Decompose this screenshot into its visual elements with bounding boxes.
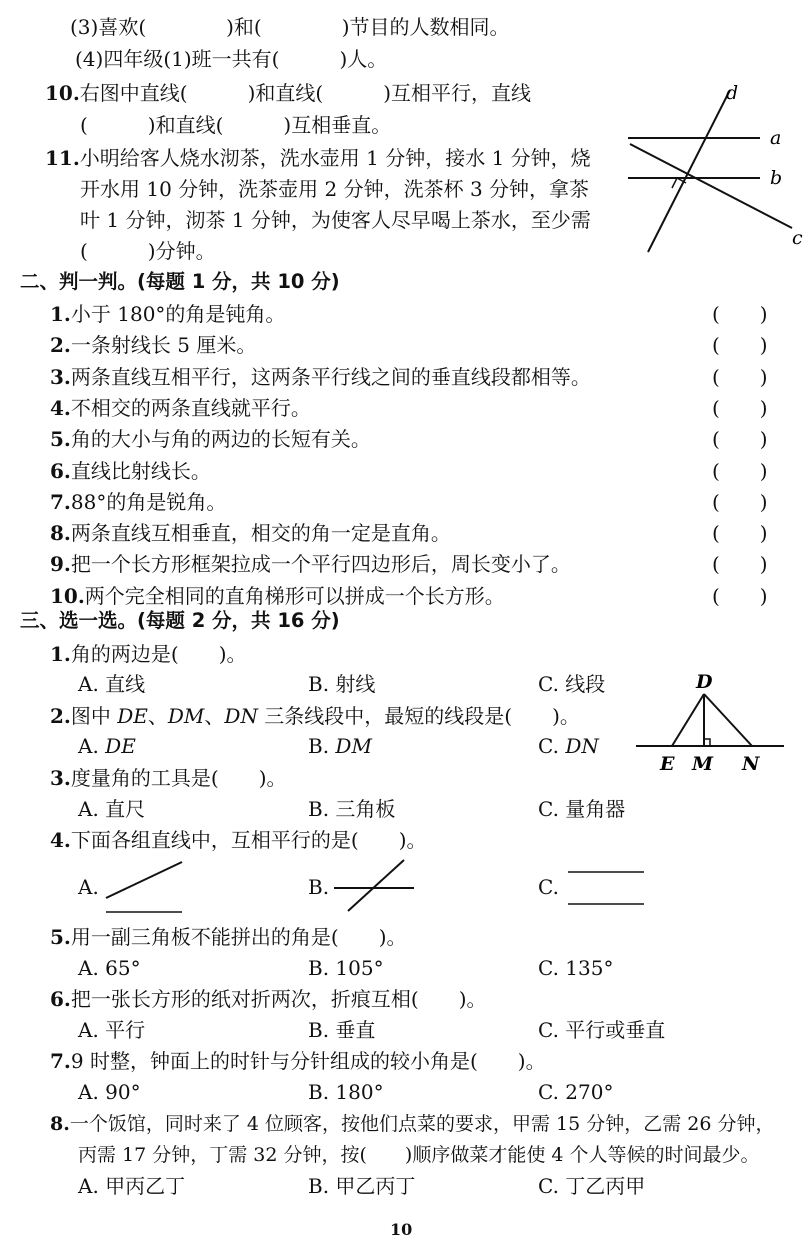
choose-q8-option-b: B. 甲乙丙丁 bbox=[308, 1174, 416, 1198]
choose-q5-text: 用一副三角板不能拼出的角是( )。 bbox=[70, 925, 407, 949]
choose-q2-a-seg: DE bbox=[105, 734, 136, 758]
label-N: N bbox=[742, 753, 760, 775]
choose-q5-option-a: A. 65° bbox=[78, 956, 141, 980]
judge-item-text: 直线比射线长。 bbox=[70, 458, 211, 483]
judge-item bbox=[50, 365, 591, 389]
choose-q7-stem bbox=[50, 1049, 546, 1073]
judge-item-text: 把一个长方形框架拉成一个平行四边形后，周长变小了。 bbox=[70, 552, 571, 577]
judge-item-text: 两个完全相同的直角梯形可以拼成一个长方形。 bbox=[84, 583, 505, 608]
q11-line2: 开水用 10 分钟，洗茶壶用 2 分钟，洗茶杯 3 分钟，拿茶 bbox=[80, 177, 590, 201]
q4-figure-c bbox=[560, 862, 660, 912]
choose-q6-stem bbox=[50, 987, 487, 1011]
choose-q7-number: 7. bbox=[50, 1049, 71, 1073]
choose-q7-option-c: C. 270° bbox=[538, 1080, 614, 1104]
choose-q8-line2: 丙需 17 分钟，丁需 32 分钟，按( )顺序做菜才能使 4 个人等候的时间最少。 bbox=[78, 1144, 760, 1166]
choose-q5-number: 5. bbox=[50, 925, 71, 949]
judge-item-number: 5. bbox=[50, 427, 71, 452]
choose-q6-option-b: B. 垂直 bbox=[308, 1018, 376, 1042]
judge-item-number: 9. bbox=[50, 552, 71, 577]
choose-q4-option-c: C. bbox=[538, 875, 559, 899]
judge-item bbox=[50, 584, 505, 608]
q10-line2: ( )和直线( )互相垂直。 bbox=[80, 113, 392, 137]
judge-item bbox=[50, 302, 285, 326]
judge-item-number: 3. bbox=[50, 364, 71, 389]
choose-q2-a-prefix: A. bbox=[78, 734, 106, 758]
q11-line3: 叶 1 分钟，沏茶 1 分钟，为使客人尽早喝上茶水，至少需 bbox=[80, 208, 591, 232]
choose-q6-number: 6. bbox=[50, 987, 71, 1011]
choose-q6-option-a: A. 平行 bbox=[78, 1018, 146, 1042]
judge-answer-paren[interactable]: ( ) bbox=[712, 302, 768, 326]
choose-q2-post: 三条线段中，最短的线段是( )。 bbox=[257, 704, 580, 728]
choose-q8-option-c: C. 丁乙丙甲 bbox=[538, 1174, 646, 1198]
choose-q1-option-c: C. 线段 bbox=[538, 672, 606, 696]
choose-q2-seg-dn: DN bbox=[224, 704, 258, 728]
choose-q3-option-c: C. 量角器 bbox=[538, 797, 626, 821]
choose-q7-option-b: B. 180° bbox=[308, 1080, 384, 1104]
judge-item-text: 小于 180°的角是钝角。 bbox=[70, 302, 286, 326]
choose-q2-option-a bbox=[78, 734, 136, 758]
judge-item-number: 2. bbox=[50, 333, 71, 358]
choose-q2-c-prefix: C. bbox=[538, 734, 566, 758]
segment-de bbox=[672, 694, 704, 746]
choose-q8-text1: 一个饭馆，同时来了 4 位顾客，按他们点菜的要求，甲需 15 分钟，乙需 26 分钟， bbox=[69, 1113, 775, 1135]
q4-figure-a bbox=[100, 858, 200, 918]
q11-text1: 小明给客人烧水沏茶，洗水壶用 1 分钟，接水 1 分钟，烧 bbox=[79, 146, 591, 170]
judge-item-text: 一条射线长 5 厘米。 bbox=[70, 333, 257, 358]
choose-q2-option-c bbox=[538, 734, 599, 758]
label-c: c bbox=[792, 227, 803, 249]
choose-q1-stem bbox=[50, 642, 247, 666]
choose-q4-stem bbox=[50, 828, 427, 852]
choose-q3-number: 3. bbox=[50, 766, 71, 790]
q9-part4: (4)四年级(1)班一共有( )人。 bbox=[75, 47, 388, 71]
choose-q6-text: 把一张长方形的纸对折两次，折痕互相( )。 bbox=[70, 987, 487, 1011]
choose-q7-text: 9 时整，钟面上的时针与分针组成的较小角是( )。 bbox=[70, 1049, 546, 1073]
judge-item bbox=[50, 521, 451, 545]
choose-q3-option-b: B. 三角板 bbox=[308, 797, 396, 821]
judge-item bbox=[50, 552, 571, 576]
label-d: d bbox=[726, 82, 739, 104]
choose-q8-option-a: A. 甲丙乙丁 bbox=[78, 1174, 186, 1198]
q10-text1: 右图中直线( )和直线( )互相平行，直线 bbox=[79, 81, 532, 105]
choose-q1-number: 1. bbox=[50, 642, 71, 666]
q11-number: 11. bbox=[45, 146, 80, 170]
segment-dn bbox=[704, 694, 752, 746]
label-E: E bbox=[660, 753, 675, 775]
judge-item-text: 不相交的两条直线就平行。 bbox=[70, 395, 311, 420]
judge-item-text: 角的大小与角的两边的长短有关。 bbox=[70, 427, 371, 452]
choose-q3-option-a: A. 直尺 bbox=[78, 797, 146, 821]
judge-answer-paren[interactable]: ( ) bbox=[712, 333, 768, 358]
choose-q5-option-b: B. 105° bbox=[308, 956, 384, 980]
triangle-figure bbox=[612, 668, 792, 778]
q10-number: 10. bbox=[45, 81, 80, 105]
judge-item-number: 8. bbox=[50, 521, 71, 546]
choose-q2-b-seg: DM bbox=[335, 734, 372, 758]
section-choose-heading: 三、选一选。(每题 2 分，共 16 分) bbox=[20, 609, 340, 632]
judge-item-number: 1. bbox=[50, 302, 71, 326]
choose-q2-seg-de: DE bbox=[117, 704, 148, 728]
choose-q2-stem bbox=[50, 704, 580, 728]
judge-item-number: 10. bbox=[50, 583, 85, 608]
q4-figure-b bbox=[330, 855, 430, 915]
lines-figure bbox=[620, 82, 810, 257]
line-d bbox=[648, 90, 730, 252]
judge-answer-paren[interactable]: ( ) bbox=[712, 427, 768, 452]
judge-answer-paren[interactable]: ( ) bbox=[712, 521, 768, 546]
page-number: 10 bbox=[390, 1220, 413, 1239]
choose-q4-number: 4. bbox=[50, 828, 71, 852]
choose-q2-number: 2. bbox=[50, 704, 71, 728]
judge-answer-paren[interactable]: ( ) bbox=[712, 583, 768, 608]
choose-q4-option-b: B. bbox=[308, 875, 330, 899]
q4b-slanted-line bbox=[348, 860, 404, 911]
q9-part3: (3)喜欢( )和( )节目的人数相同。 bbox=[70, 15, 510, 39]
choose-q5-stem bbox=[50, 925, 407, 949]
judge-item bbox=[50, 396, 311, 420]
judge-item bbox=[50, 333, 256, 357]
judge-answer-paren[interactable]: ( ) bbox=[712, 364, 768, 389]
choose-q2-b-prefix: B. bbox=[308, 734, 336, 758]
label-M: M bbox=[692, 753, 714, 775]
label-D: D bbox=[696, 671, 713, 693]
judge-answer-paren[interactable]: ( ) bbox=[712, 395, 768, 420]
choose-q8-line1 bbox=[50, 1112, 775, 1136]
judge-item-text: 两条直线互相平行，这两条平行线之间的垂直线段都相等。 bbox=[70, 364, 591, 389]
judge-item bbox=[50, 459, 211, 483]
judge-item-number: 7. bbox=[50, 489, 71, 514]
choose-q2-pre: 图中 bbox=[70, 704, 118, 728]
choose-q2-sep2: 、 bbox=[204, 704, 225, 728]
choose-q2-seg-dm: DM bbox=[167, 704, 205, 728]
judge-answer-paren[interactable]: ( ) bbox=[712, 552, 768, 577]
choose-q8-number: 8. bbox=[50, 1113, 70, 1135]
q11-line4: ( )分钟。 bbox=[80, 239, 216, 263]
choose-q6-option-c: C. 平行或垂直 bbox=[538, 1018, 666, 1042]
label-a: a bbox=[770, 127, 782, 149]
choose-q4-text: 下面各组直线中，互相平行的是( )。 bbox=[70, 828, 427, 852]
choose-q1-option-a: A. 直线 bbox=[78, 672, 146, 696]
choose-q3-text: 度量角的工具是( )。 bbox=[70, 766, 287, 790]
judge-item-text: 两条直线互相垂直，相交的角一定是直角。 bbox=[70, 521, 451, 546]
choose-q5-option-c: C. 135° bbox=[538, 956, 614, 980]
judge-item-number: 4. bbox=[50, 395, 71, 420]
judge-answer-paren[interactable]: ( ) bbox=[712, 458, 768, 483]
judge-item bbox=[50, 490, 226, 514]
choose-q7-option-a: A. 90° bbox=[78, 1080, 141, 1104]
choose-q2-c-seg: DN bbox=[565, 734, 599, 758]
choose-q2-option-b bbox=[308, 734, 372, 758]
line-c bbox=[630, 144, 792, 228]
q10-line1 bbox=[45, 81, 531, 105]
choose-q1-option-b: B. 射线 bbox=[308, 672, 376, 696]
judge-item-number: 6. bbox=[50, 458, 71, 483]
label-b: b bbox=[770, 167, 783, 189]
q4a-slanted-line bbox=[106, 862, 182, 898]
judge-item bbox=[50, 427, 371, 451]
section-judge-heading: 二、判一判。(每题 1 分，共 10 分) bbox=[20, 270, 340, 293]
judge-item-text: 88°的角是锐角。 bbox=[70, 489, 227, 514]
q11-line1 bbox=[45, 146, 591, 170]
judge-answer-paren[interactable]: ( ) bbox=[712, 489, 768, 514]
choose-q4-option-a: A. bbox=[78, 875, 99, 899]
choose-q2-sep1: 、 bbox=[147, 704, 168, 728]
choose-q1-text: 角的两边是( )。 bbox=[70, 642, 247, 666]
choose-q3-stem bbox=[50, 766, 287, 790]
